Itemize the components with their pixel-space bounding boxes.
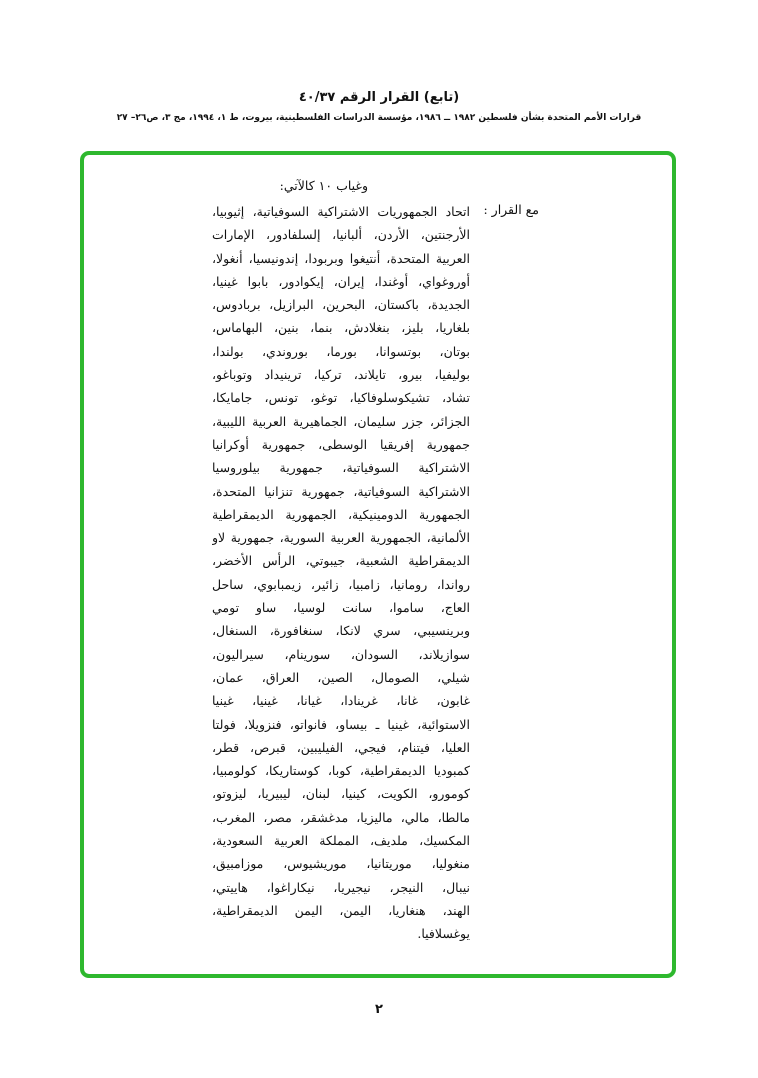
country-line: الأرجنتين، الأردن، ألبانيا، إلسلفادور، الإمارات xyxy=(212,227,470,243)
country-line: رواندا، رومانيا، زامبيا، زائير، زيمبابوي، ساحل xyxy=(212,576,470,592)
country-line: العليا، فيتنام، فيجي، الفيليبين، قبرص، قطر، xyxy=(212,739,470,755)
country-line: سوازيلاند، السودان، سورينام، سيراليون، xyxy=(212,646,470,662)
country-line: تشاد، تشيكوسلوفاكيا، توغو، تونس، جامايكا، xyxy=(212,390,470,406)
page-title: (تابع) القرار الرقم ٤٠/٣٧ xyxy=(298,90,460,105)
country-line: اتحاد الجمهوريات الاشتراكية السوفياتية، إثيوبيا، xyxy=(212,204,470,219)
country-line: الديمقراطية الشعبية، جيبوتي، الرأس الأخضر، xyxy=(212,553,470,569)
country-line: المكسيك، ملديف، المملكة العربية السعودية، xyxy=(212,833,470,849)
country-line: غابون، غانا، غرينادا، غيانا، غينيا، غينيا xyxy=(212,693,470,709)
country-line: الألمانية، الجمهورية العربية السورية، جمهورية لاو xyxy=(212,530,470,546)
country-line: بلغاريا، بليز، بنغلادش، بنما، بنين، البهاماس، xyxy=(212,320,470,336)
country-line: العاج، ساموا، سانت لوسيا، ساو تومي xyxy=(212,600,470,616)
countries-list xyxy=(212,200,470,946)
country-line: الاشتراكية السوفياتية، جمهورية تنزانيا المتحدة، xyxy=(212,483,470,499)
country-line: وبرينسيبي، سري لانكا، سنغافورة، السنغال، xyxy=(212,623,470,639)
page-number: ٢ xyxy=(375,1002,383,1017)
country-line: الهند، هنغاريا، اليمن، اليمن الديمقراطية، xyxy=(212,902,470,918)
country-line: أوروغواي، أوغندا، إيران، إيكوادور، بابوا غينيا، xyxy=(212,273,470,289)
country-line: كومورو، الكويت، كينيا، لبنان، ليبيريا، ليزوتو، xyxy=(212,786,470,802)
country-line: الجمهورية الدومينيكية، الجمهورية الديمقراطية xyxy=(212,506,470,522)
source-citation: قرارات الأمم المتحدة بشأن فلسطين ١٩٨٢ ــ ١٩٨٦، مؤسسة الدراسات الفلسطينية، بيروت، ط ١، ١٩٩٤، مج ٣، ص٢٦– ٢٧ xyxy=(116,113,642,123)
country-line: بوليفيا، بيرو، تايلاند، تركيا، ترينيداد وتوباغو، xyxy=(212,367,470,383)
country-line: الاستوائية، غينيا ـ بيساو، فانواتو، فنزويلا، فولتا xyxy=(212,716,470,732)
abstain-heading: وغياب ١٠ كالآتي: xyxy=(279,178,368,193)
country-line: كمبوديا الديمقراطية، كوبا، كوستاريكا، كولومبيا، xyxy=(212,763,470,779)
country-line: يوغسلافيا. xyxy=(417,926,470,942)
country-line: منغوليا، موريتانيا، موريشيوس، موزامبيق، xyxy=(212,856,470,872)
country-line: نيبال، النيجر، نيجيريا، نيكاراغوا، هاييتي، xyxy=(212,879,470,895)
country-line: الاشتراكية السوفياتية، جمهورية بيلوروسيا xyxy=(212,460,470,476)
country-line: بوتان، بوتسوانا، بورما، بوروندي، بولندا، xyxy=(212,343,470,359)
country-line: العربية المتحدة، أنتيغوا وبربودا، إندونيسيا، أنغولا، xyxy=(212,250,470,266)
country-line: مالطا، مالي، ماليزيا، مدغشقر، مصر، المغرب، xyxy=(212,809,470,825)
country-line: جمهورية إفريقيا الوسطى، جمهورية أوكرانيا xyxy=(212,436,470,452)
for-vote-label: مع القرار : xyxy=(483,202,539,217)
country-line: الجديدة، باكستان، البحرين، البرازيل، بربادوس، xyxy=(212,297,470,313)
country-line: الجزائر، جزر سليمان، الجماهيرية العربية الليبية، xyxy=(212,413,470,429)
country-line: شيلي، الصومال، الصين، العراق، عمان، xyxy=(212,669,470,685)
